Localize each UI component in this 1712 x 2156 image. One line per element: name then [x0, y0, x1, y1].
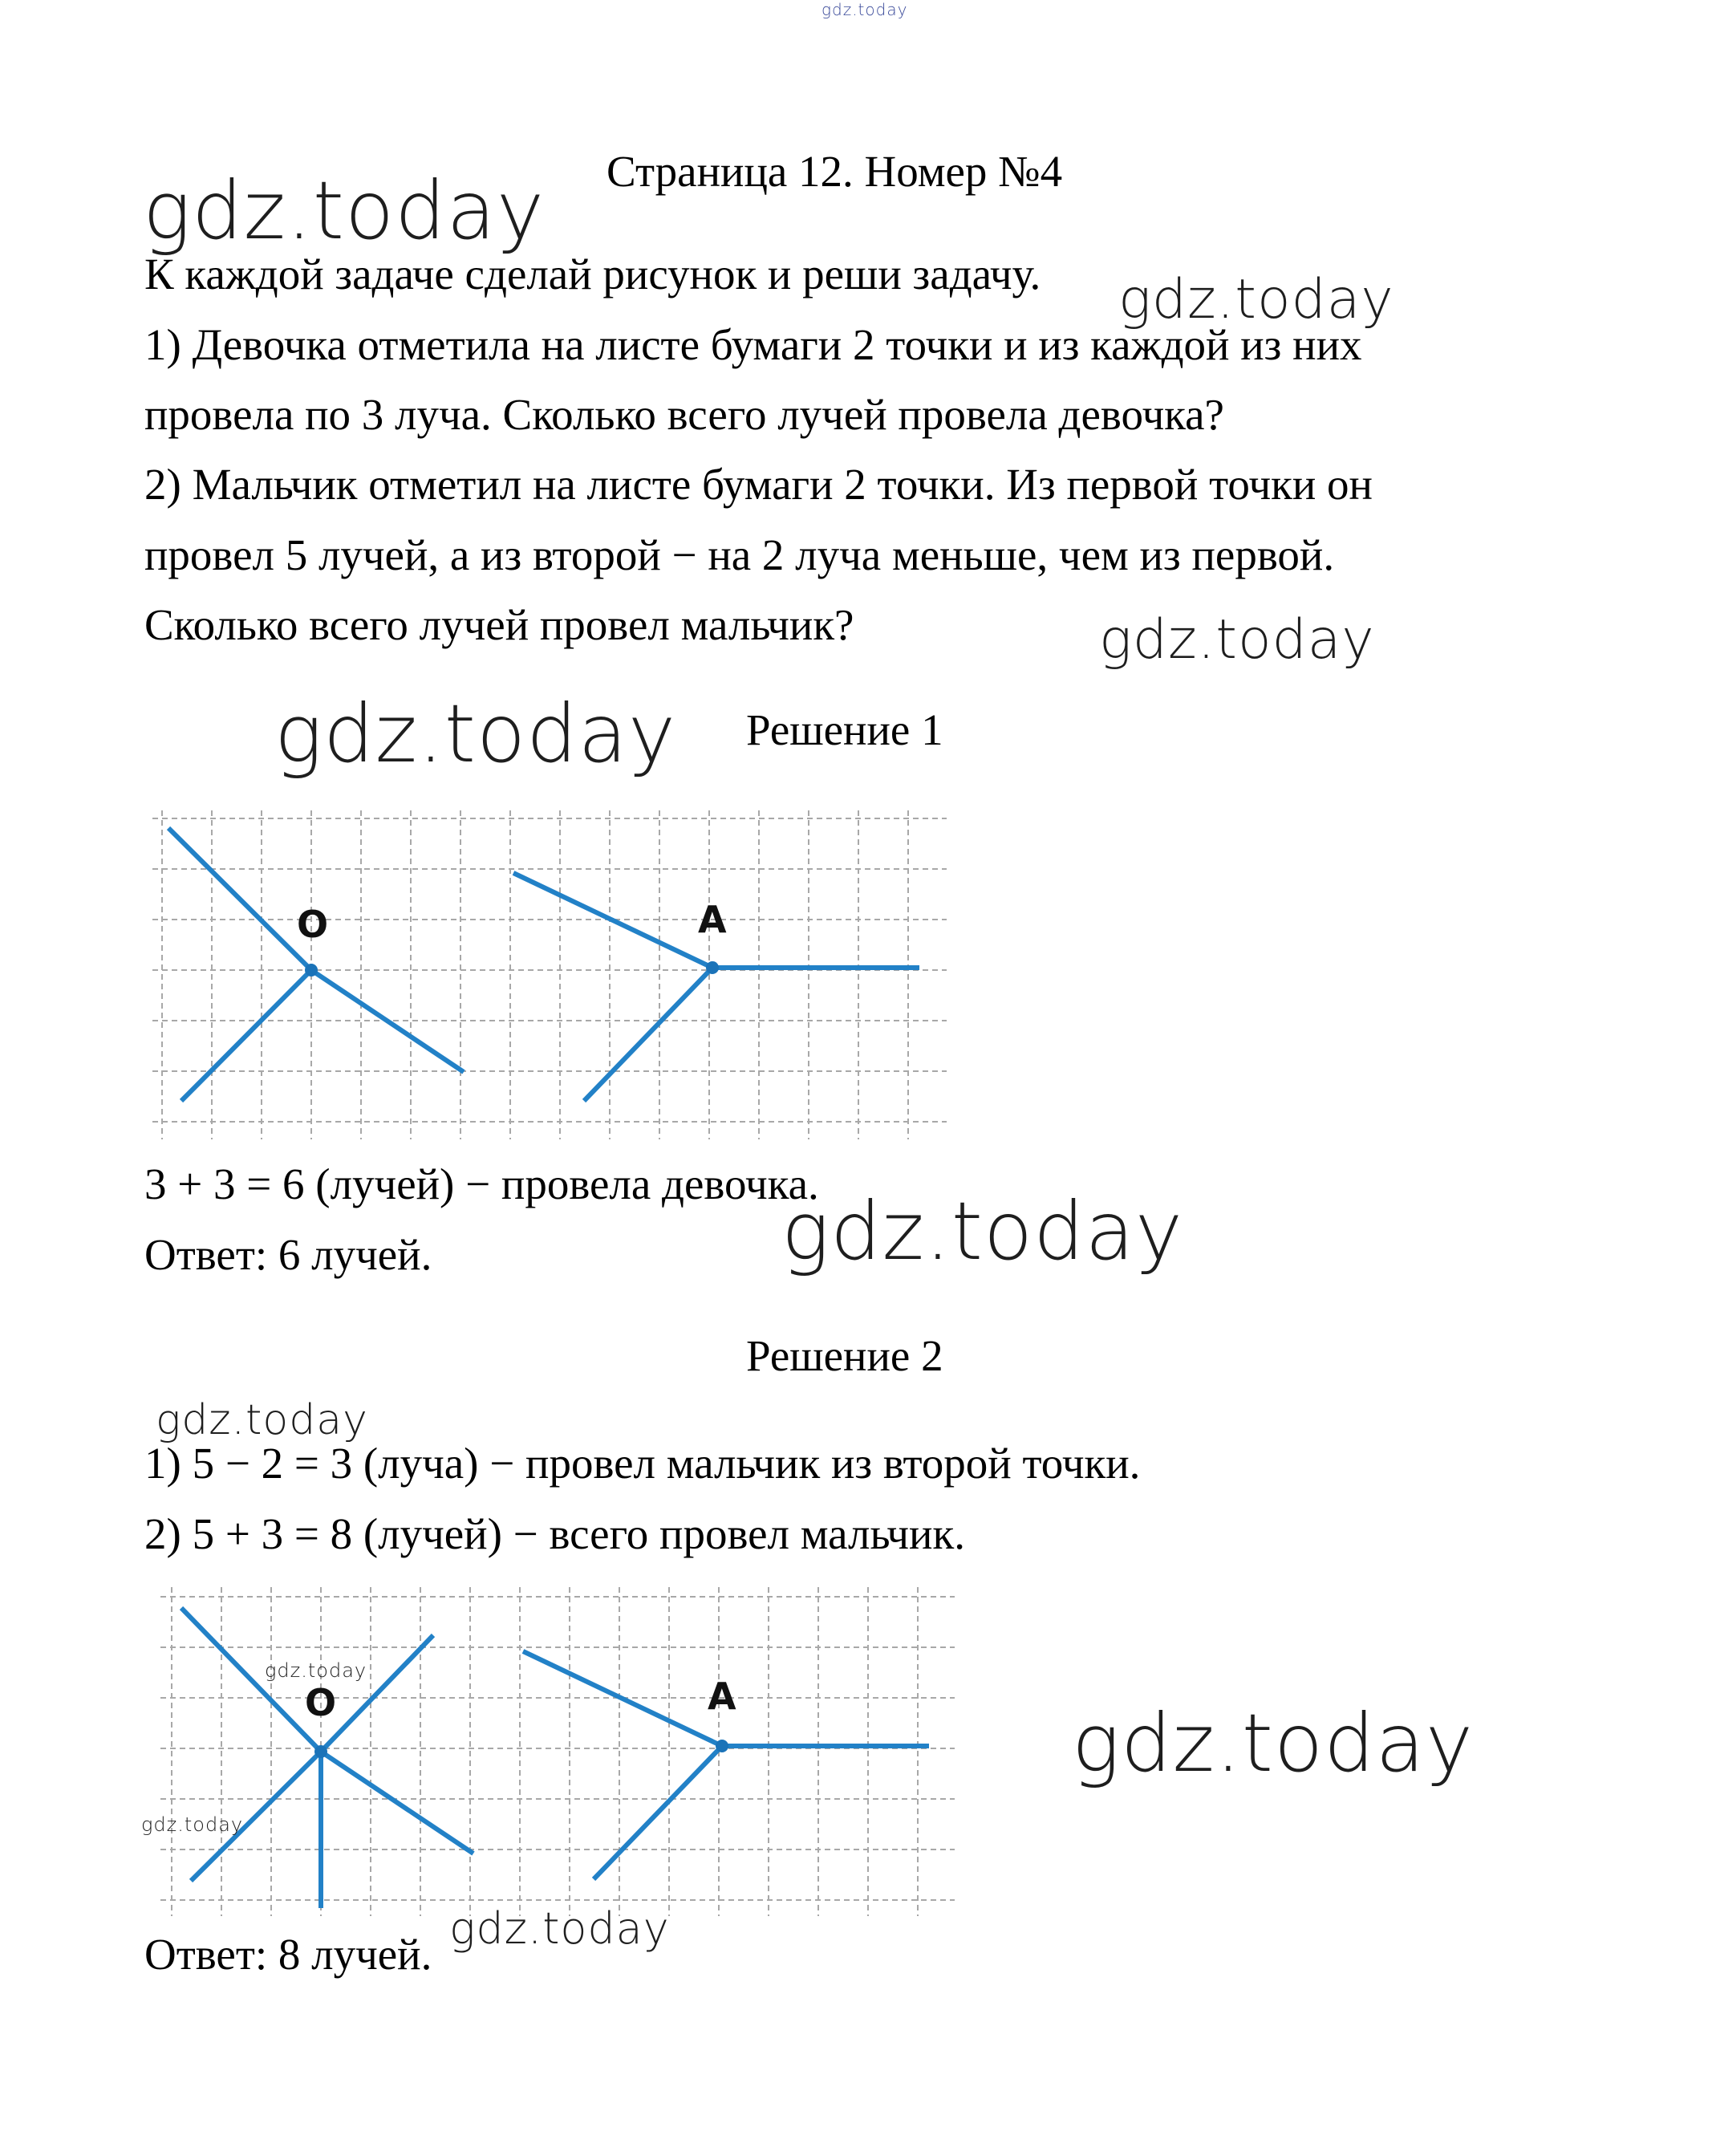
- watermark: gdz.today: [156, 1396, 368, 1444]
- grid: [152, 810, 947, 1139]
- task-intro: К каждой задаче сделай рисунок и реши задачу.: [144, 250, 1041, 298]
- ray: [311, 970, 464, 1072]
- point-o-label: O: [305, 1681, 337, 1724]
- rays-point-o: [181, 1608, 473, 1908]
- watermark: gdz.today: [143, 164, 546, 258]
- solution-2-diagram: [160, 1587, 955, 1924]
- solution-1-diagram: [152, 810, 947, 1147]
- point-o-dot: [314, 1745, 327, 1758]
- problem-1-line-1: 1) Девочка отметила на листе бумаги 2 точки и из каждой из них: [144, 320, 1362, 369]
- problem-2-line-2: провел 5 лучей, а из второй − на 2 луча меньше, чем из первой.: [144, 530, 1335, 579]
- problem-2-line-1: 2) Мальчик отметил на листе бумаги 2 точки. Из первой точки он: [144, 460, 1373, 509]
- ray: [594, 1746, 722, 1879]
- watermark: gdz.today: [1099, 608, 1375, 672]
- watermark: gdz.today: [449, 1903, 670, 1954]
- solution-2-answer: Ответ: 8 лучей.: [144, 1930, 432, 1979]
- solution-1-equation: 3 + 3 = 6 (лучей) − провела девочка.: [144, 1159, 819, 1208]
- point-o-label: O: [297, 903, 329, 946]
- watermark: gdz.today: [265, 1659, 367, 1682]
- ray: [321, 1635, 433, 1752]
- solution-1-heading: Решение 1: [746, 705, 943, 754]
- ray: [181, 970, 311, 1101]
- header-watermark: gdz.today: [822, 0, 908, 19]
- grid: [160, 1587, 955, 1916]
- solution-1-answer: Ответ: 6 лучей.: [144, 1230, 432, 1279]
- problem-1-line-2: провела по 3 луча. Сколько всего лучей провела девочка?: [144, 390, 1224, 439]
- solution-2-step-2: 2) 5 + 3 = 8 (лучей) − всего провел мальчик.: [144, 1509, 965, 1558]
- ray: [168, 828, 311, 970]
- solution-2-step-1: 1) 5 − 2 = 3 (луча) − провел мальчик из второй точки.: [144, 1439, 1141, 1488]
- watermark: gdz.today: [1072, 1696, 1475, 1790]
- problem-2-line-3: Сколько всего лучей провел мальчик?: [144, 600, 854, 649]
- watermark: gdz.today: [141, 1813, 244, 1836]
- page-title: Страница 12. Номер №4: [607, 147, 1063, 196]
- watermark: gdz.today: [1118, 268, 1394, 331]
- point-a-label: A: [698, 898, 727, 941]
- point-a-dot: [706, 961, 719, 974]
- watermark: gdz.today: [274, 687, 677, 781]
- point-a-label: A: [708, 1675, 736, 1718]
- point-o-dot: [305, 964, 318, 976]
- watermark: gdz.today: [781, 1184, 1184, 1278]
- ray: [321, 1752, 473, 1854]
- solution-2-heading: Решение 2: [746, 1331, 943, 1380]
- point-a-dot: [716, 1740, 728, 1752]
- ray: [584, 968, 712, 1101]
